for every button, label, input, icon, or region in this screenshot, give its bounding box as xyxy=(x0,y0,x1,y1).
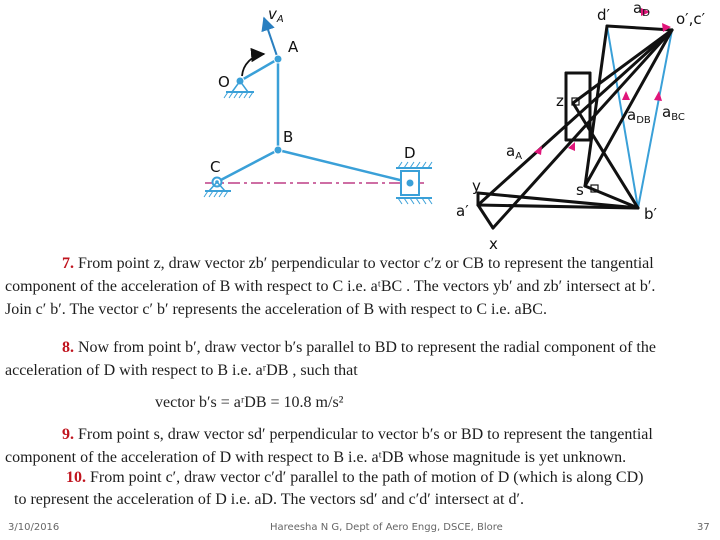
label-aDB: $a_{DB}$ xyxy=(627,106,651,126)
footer-date: 3/10/2016 xyxy=(8,522,60,533)
joint-a xyxy=(274,55,282,63)
step-9-line-1 xyxy=(62,424,653,445)
label-b: B xyxy=(283,128,294,146)
velocity-arrow xyxy=(264,18,278,59)
label-d: D xyxy=(404,144,416,162)
label-aBC: $a_{BC}$ xyxy=(662,103,685,123)
slider-d xyxy=(396,162,432,204)
page-number: 37 xyxy=(697,522,710,533)
support-c xyxy=(204,178,231,198)
step-7-number: 7. xyxy=(62,255,74,272)
step-7-line-2: component of the acceleration of B with respect to C i.e. aᵗBC . The vectors yb′ and zb′ intersect at b′. xyxy=(5,278,656,295)
label-o-c: o′,c′ xyxy=(676,10,706,28)
step-9-text-1: From point s, draw vector sd′ perpendicular to vector b′s or BD to represent the tangential xyxy=(78,426,653,443)
footer-author: Hareesha N G, Dept of Aero Engg, DSCE, Blore xyxy=(270,522,503,533)
step-8-number: 8. xyxy=(62,339,74,356)
step-10-line-1 xyxy=(66,467,643,488)
label-b-prime: b′ xyxy=(644,205,657,223)
label-aA: $a_A$ xyxy=(506,142,523,162)
step-7-line-3: Join c′ b′. The vector c′ b′ represents the acceleration of B with respect to C i.e. aBC. xyxy=(5,301,547,318)
step-7-line-1 xyxy=(62,253,654,274)
link-oa xyxy=(240,59,278,81)
label-x: x xyxy=(489,235,498,250)
label-a-prime: a′ xyxy=(456,202,469,220)
step-10-text-1: From point c′, draw vector c′d′ parallel to the path of motion of D (which is along CD) xyxy=(90,469,644,486)
label-d-prime: d′ xyxy=(597,6,610,24)
step-8-line-1 xyxy=(62,337,656,358)
step-10-line-2: to represent the acceleration of D i.e. aD. The vectors sd′ and c′d′ intersect at d′. xyxy=(14,491,524,508)
step-8-line-2: acceleration of D with respect to B i.e. aʳDB , such that xyxy=(5,362,358,379)
joint-b xyxy=(274,146,282,154)
label-a: A xyxy=(288,38,299,56)
step-8-text-1: Now from point b′, draw vector b′s parallel to BD to represent the radial component of the xyxy=(78,339,656,356)
step-8-equation: vector b′s = aʳDB = 10.8 m/s² xyxy=(155,394,344,411)
step-7-text-1: From point z, draw vector zb′ perpendicular to vector c′z or CB to represent the tangential xyxy=(78,255,654,272)
label-s: s xyxy=(576,181,584,199)
label-aD: $a_D$ xyxy=(633,0,650,19)
link-bc xyxy=(217,150,278,182)
step-9-number: 9. xyxy=(62,426,74,443)
link-bd xyxy=(278,150,408,182)
label-c: C xyxy=(210,158,221,176)
label-va: $v_A$ xyxy=(268,5,284,25)
step-9-line-2: component of the acceleration of D with respect to B i.e. aᵗDB whose magnitude is yet unknown. xyxy=(5,449,627,466)
figure xyxy=(0,0,720,250)
mechanism-diagram xyxy=(204,5,432,204)
acceleration-diagram xyxy=(456,0,706,250)
step-10-number: 10. xyxy=(66,469,86,486)
label-z: z xyxy=(556,92,564,110)
label-o: O xyxy=(218,73,230,91)
label-y: y xyxy=(472,177,481,195)
